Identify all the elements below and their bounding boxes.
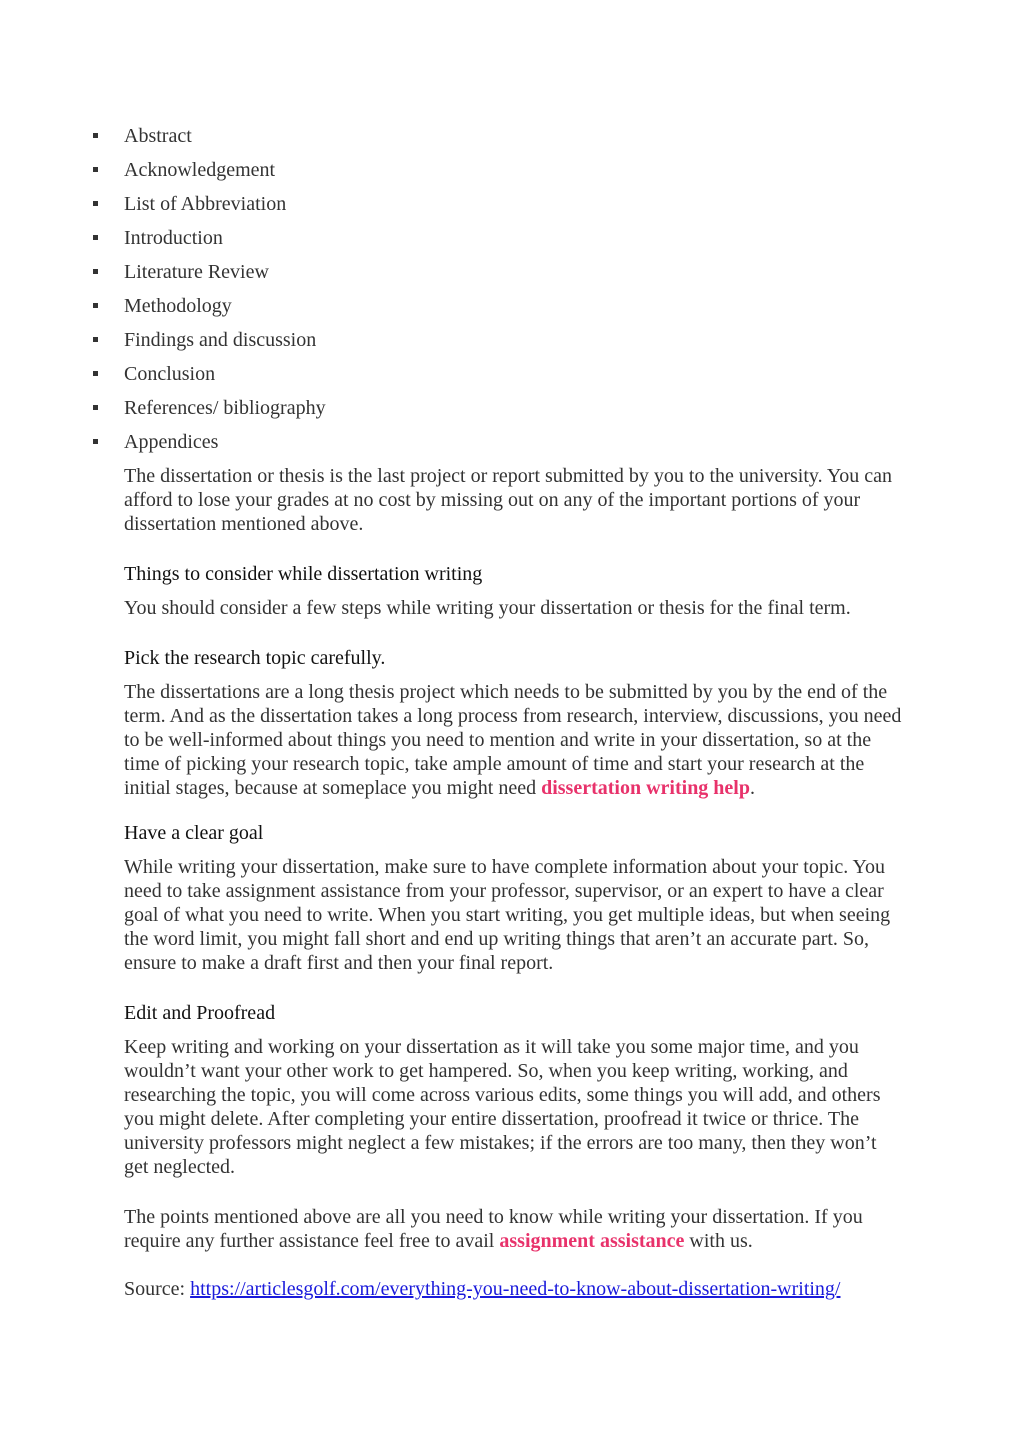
closing-text: The points mentioned above are all you need to know while writing your dissertation. If you require any further assistance feel free to avail <box>124 1206 863 1252</box>
section-list <box>90 124 326 464</box>
topic-end: . <box>750 777 755 799</box>
list-item-label: Conclusion <box>124 363 216 385</box>
list-item-label: References/ bibliography <box>124 397 326 419</box>
things-paragraph: You should consider a few steps while writing your dissertation or thesis for the final term. <box>124 597 851 619</box>
source-label: Source: <box>124 1278 191 1300</box>
list-item <box>90 158 326 192</box>
list-item <box>90 124 326 158</box>
list-item <box>90 328 326 362</box>
dissertation-writing-help-link[interactable]: dissertation writing help <box>541 777 750 799</box>
square-bullet-icon <box>93 439 98 444</box>
source-line <box>124 1277 904 1301</box>
section-heading-goal: Have a clear goal <box>124 822 264 844</box>
square-bullet-icon <box>93 405 98 410</box>
topic-text: The dissertations are a long thesis project which needs to be submitted by you by the end of the term. And as the dissertation takes a long process from research, interview, discussions, you need to be well-informed about things you need to mention and write in your dissertation, so at the time of picking your research topic, take ample amount of time and start your research at the initial stages, because at someplace you might need <box>124 681 902 799</box>
section-heading-edit: Edit and Proofread <box>124 1002 276 1024</box>
edit-paragraph: Keep writing and working on your dissertation as it will take you some major time, and you wouldn’t want your other work to get hampered. So, when you keep writing, working, and researching the topic, you will come across various edits, some things you will add, and others you might delete. After completing your entire dissertation, proofread it twice or thrice. The university professors might neglect a few mistakes; if the errors are too many, then they won’t get neglected. <box>124 1036 881 1178</box>
article-body <box>124 464 904 1301</box>
square-bullet-icon <box>93 371 98 376</box>
square-bullet-icon <box>93 269 98 274</box>
list-item <box>90 362 326 396</box>
goal-paragraph: While writing your dissertation, make sure to have complete information about your topic. You need to take assignment assistance from your professor, supervisor, or an expert to have a clear goal of what you need to write. When you start writing, you get multiple ideas, but when seeing the word limit, you might fall short and end up writing things that aren’t an accurate part. So, ensure to make a draft first and then your final report. <box>124 856 891 974</box>
square-bullet-icon <box>93 303 98 308</box>
square-bullet-icon <box>93 167 98 172</box>
list-item <box>90 226 326 260</box>
section-heading-things: Things to consider while dissertation writing <box>124 563 483 585</box>
list-item <box>90 294 326 328</box>
list-item <box>90 260 326 294</box>
closing-paragraph <box>124 1205 904 1253</box>
source-link[interactable]: https://articlesgolf.com/everything-you-need-to-know-about-dissertation-writing/ <box>190 1278 841 1300</box>
topic-paragraph <box>124 680 904 800</box>
list-item-label: Methodology <box>124 295 232 317</box>
list-item-label: Acknowledgement <box>124 159 276 181</box>
closing-end: with us. <box>684 1230 753 1252</box>
list-item-label: Appendices <box>124 431 219 453</box>
assignment-assistance-link[interactable]: assignment assistance <box>499 1230 685 1252</box>
list-item-label: Introduction <box>124 227 223 249</box>
list-item-label: List of Abbreviation <box>124 193 287 215</box>
section-heading-topic: Pick the research topic carefully. <box>124 647 386 669</box>
list-item-label: Findings and discussion <box>124 329 317 351</box>
square-bullet-icon <box>93 133 98 138</box>
list-item <box>90 396 326 430</box>
square-bullet-icon <box>93 235 98 240</box>
square-bullet-icon <box>93 337 98 342</box>
square-bullet-icon <box>93 201 98 206</box>
list-item-label: Abstract <box>124 125 192 147</box>
intro-paragraph: The dissertation or thesis is the last project or report submitted by you to the university. You can afford to lose your grades at no cost by missing out on any of the important portions of your dissertation mentioned above. <box>124 465 893 535</box>
list-item <box>90 430 326 464</box>
list-item-label: Literature Review <box>124 261 269 283</box>
list-item <box>90 192 326 226</box>
